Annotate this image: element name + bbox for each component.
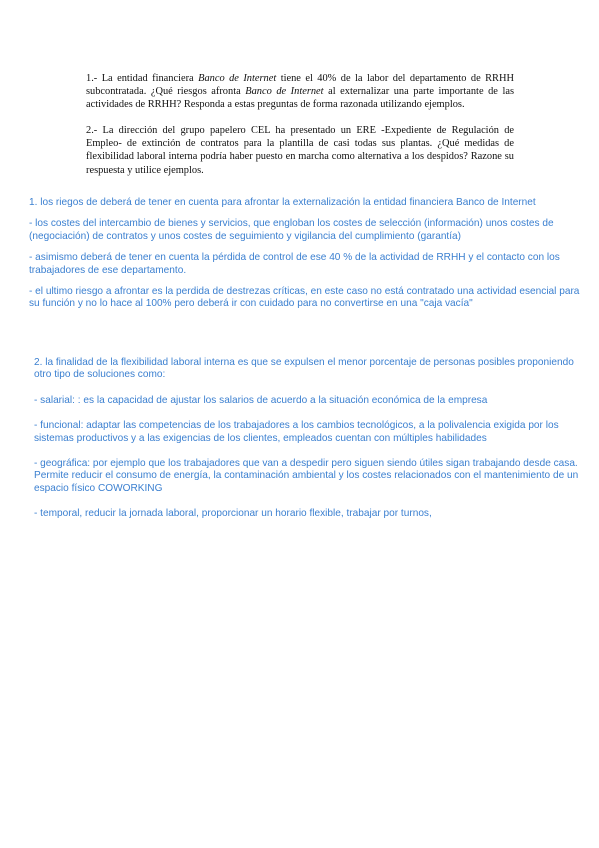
answer-1-item: - los costes del intercambio de bienes y servicios, que engloban los costes de selección (información) unos costes de (negociación) de contratos y unos costes de seguimiento y vigilancia del cumplimiento (garantía) <box>29 218 554 242</box>
question-1-text: al externalizar una parte importante de las actividades de RRHH? Responda a estas preguntas de forma razonada utilizando ejemplos. <box>86 86 514 111</box>
question-1 <box>86 72 514 112</box>
answer-1 <box>29 197 589 320</box>
question-1-text: tiene el 40% de la labor del departamento de RRHH subcontratada. ¿Qué riesgos afronta <box>86 73 514 98</box>
answer-2 <box>33 357 581 534</box>
question-1-text: 1.- La entidad financiera <box>86 73 199 84</box>
question-2: 2.- La dirección del grupo papelero CEL ha presentado un ERE -Expediente de Regulación de Empleo- de extinción de contratos para la plantilla de casi todas sus plantas. ¿Qué medidas de flexibilidad laboral interna podría haber puesto en marcha como alternativa a los despidos? Razone su respuesta y utilice ejemplos. <box>86 125 514 176</box>
question-1-bank-name: Banco de Internet <box>245 86 324 98</box>
answer-2-item: - funcional: adaptar las competencias de los trabajadores a los cambios tecnológicos, a la polivalencia exigida por los sistemas productivos y a las exigencias de los clientes, empleados cuentan con múltiples habilidades <box>34 420 559 444</box>
answer-1-item: - el ultimo riesgo a afrontar es la perdida de destrezas críticas, en este caso no está contratado una actividad esencial para su función y no lo hace al 100% pero deberá ir con cuidado para no convertirse en una "caja vacía" <box>29 286 580 310</box>
answer-2-heading: 2. la finalidad de la flexibilidad laboral interna es que se expulsen el menor porcentaje de personas posibles proponiendo otro tipo de soluciones como: <box>34 357 574 381</box>
answer-1-item: - asimismo deberá de tener en cuenta la pérdida de control de ese 40 % de la actividad de RRHH y el contacto con los trabajadores de ese departamento. <box>29 252 560 276</box>
answer-2-item: - temporal, reducir la jornada laboral, proporcionar un horario flexible, trabajar por turnos, <box>34 508 432 520</box>
question-1-bank-name: Banco de Internet <box>198 73 277 84</box>
answer-1-heading: 1. los riegos de deberá de tener en cuenta para afrontar la externalización la entidad financiera Banco de Internet <box>29 197 536 208</box>
answer-2-item: - salarial: : es la capacidad de ajustar los salarios de acuerdo a la situación económica de la empresa <box>34 394 488 406</box>
answer-2-item: - geográfica: por ejemplo que los trabajadores que van a despedir pero siguen siendo útiles sigan trabajando desde casa. Permite reducir el consumo de energía, la contaminación ambiental y los costes relacionados con el mantenimiento de un espacio físico COWORKING <box>34 458 579 494</box>
